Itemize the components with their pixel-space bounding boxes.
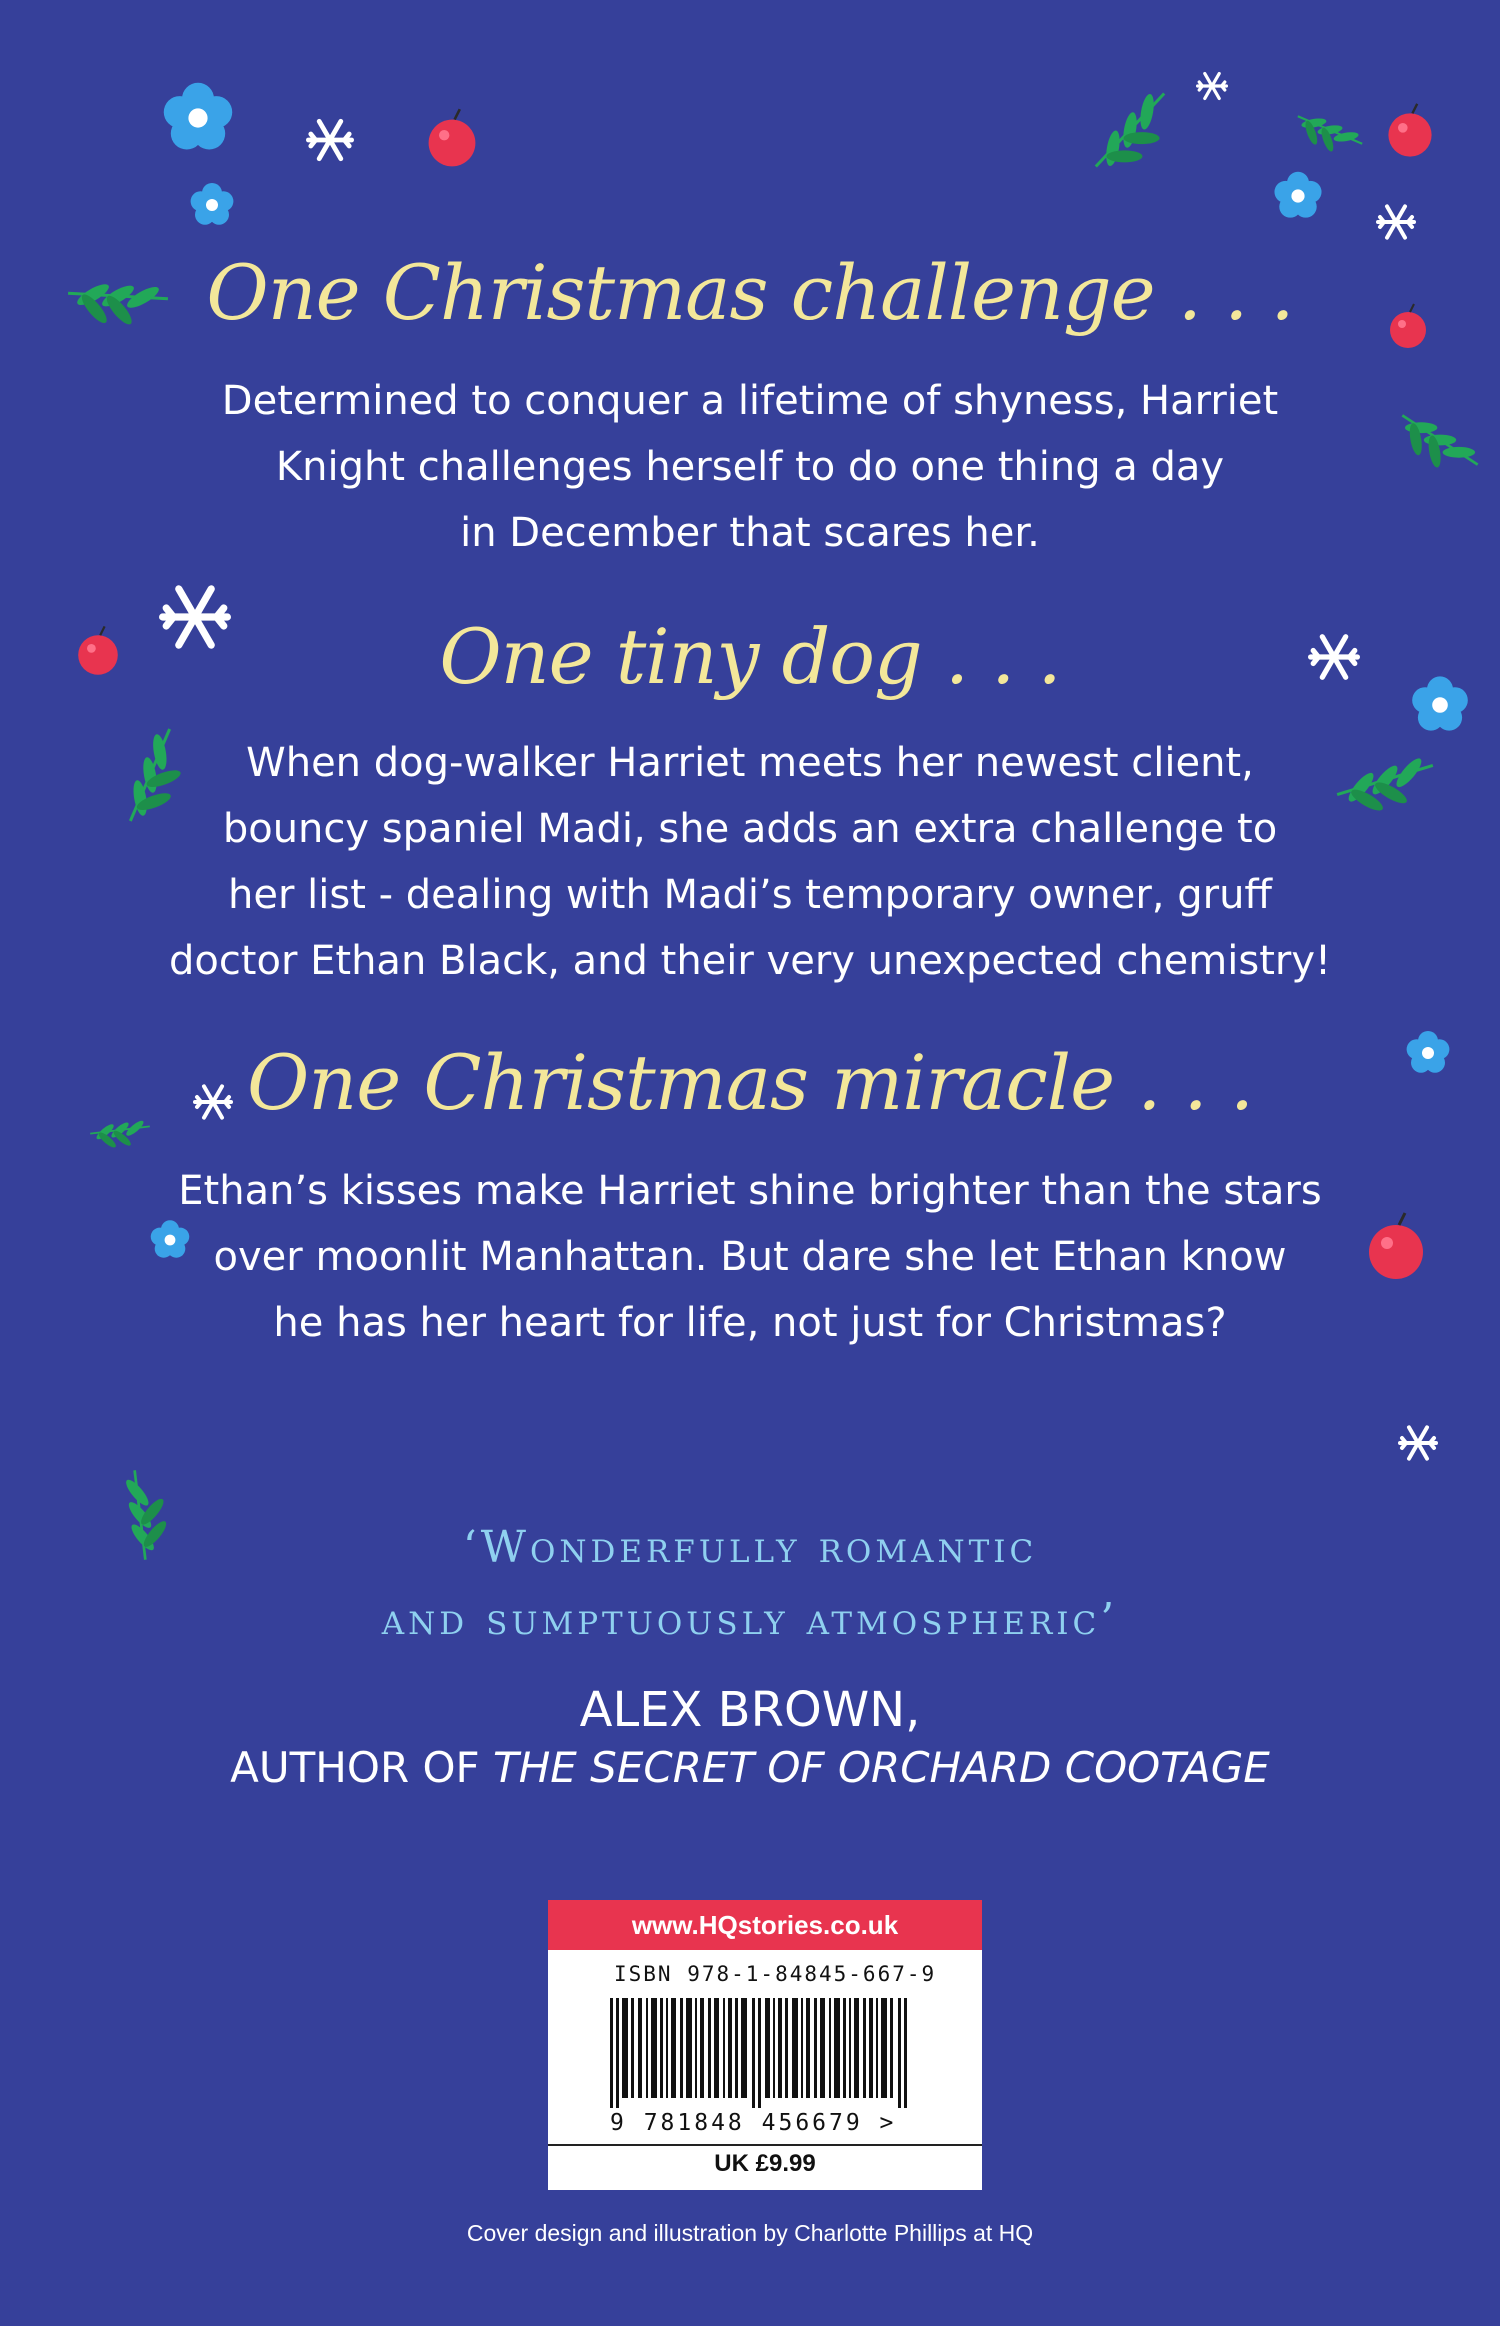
berry-icon <box>1369 1213 1423 1279</box>
section-heading: One Christmas challenge . . . <box>206 248 1294 337</box>
blurb-line: over moonlit Manhattan. But dare she let Ethan know <box>213 1234 1287 1280</box>
barcode-icon <box>610 1998 910 2108</box>
review-quote <box>0 1512 1500 1656</box>
berry-icon <box>429 109 476 166</box>
berry-icon <box>1388 104 1431 157</box>
flower-icon <box>1274 172 1321 218</box>
snowflake-icon <box>1378 206 1414 237</box>
blurb-line: Ethan’s kisses make Harriet shine brighter than the stars <box>178 1168 1322 1214</box>
publisher-url: www.HQstories.co.uk <box>548 1900 982 1950</box>
leaf-icon <box>1399 396 1481 485</box>
section-heading: One Christmas miracle . . . <box>246 1038 1253 1127</box>
snowflake-icon <box>308 121 351 158</box>
blurb-line: doctor Ethan Black, and their very unexpected chemistry! <box>168 938 1332 984</box>
snowflake-icon <box>1198 74 1227 99</box>
section-blurb <box>150 730 1350 994</box>
blurb-line: he has her heart for life, not just for Christmas? <box>273 1300 1227 1346</box>
barcode-panel <box>548 1900 982 2190</box>
flower-icon <box>191 183 234 225</box>
quote-attribution <box>0 1680 1500 1796</box>
flower-icon <box>164 83 232 150</box>
blurb-line: her list - dealing with Madi’s temporary owner, gruff <box>228 872 1272 918</box>
leaf-icon <box>1295 94 1364 166</box>
price-label: UK £9.99 <box>714 2150 816 2177</box>
snowflake-icon <box>1400 1427 1436 1458</box>
leaf-icon <box>1085 90 1176 171</box>
blurb-line: Knight challenges herself to do one thing a day <box>275 444 1225 490</box>
attribution-work <box>0 1740 1500 1796</box>
section-heading: One tiny dog . . . <box>439 612 1061 701</box>
section-blurb <box>150 368 1350 566</box>
blurb-line: Determined to conquer a lifetime of shyness, Harriet <box>221 378 1279 424</box>
attribution-name: ALEX BROWN, <box>579 1682 921 1738</box>
attribution-prefix: AUTHOR OF <box>230 1743 494 1792</box>
barcode-digits: 9 781848 456679 > <box>610 2110 897 2136</box>
blurb-line: bouncy spaniel Madi, she adds an extra challenge to <box>222 806 1278 852</box>
quote-line: and sumptuously atmospheric’ <box>381 1594 1119 1645</box>
quote-line: ‘Wonderfully romantic <box>462 1522 1038 1573</box>
blurb-line: When dog-walker Harriet meets her newest client, <box>246 740 1254 786</box>
section-blurb <box>150 1158 1350 1356</box>
blurb-line: in December that scares her. <box>460 510 1040 556</box>
divider <box>548 2144 982 2146</box>
attribution-title: THE SECRET OF ORCHARD COOTAGE <box>493 1743 1270 1792</box>
design-credit: Cover design and illustration by Charlotte Phillips at HQ <box>466 2220 1034 2246</box>
isbn-label: ISBN 978-1-84845-667-9 <box>614 1962 937 1986</box>
leaf-icon <box>1336 734 1434 825</box>
